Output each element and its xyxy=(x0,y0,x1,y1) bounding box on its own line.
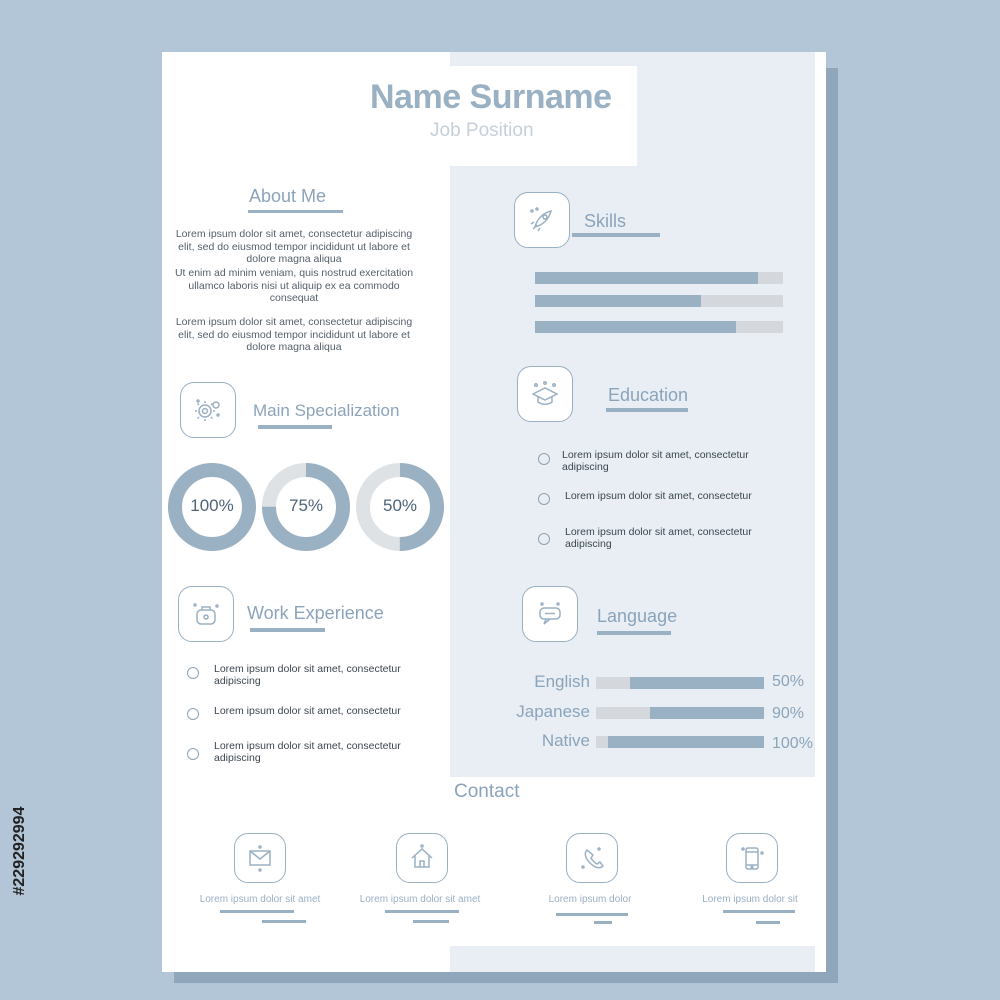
bottom-panel-strip xyxy=(450,946,815,972)
list-bullet xyxy=(187,708,199,720)
donut-chart xyxy=(355,462,445,552)
skill-bar xyxy=(535,321,783,333)
person-name: Name Surname xyxy=(370,78,612,116)
language-bar xyxy=(596,707,764,719)
list-item: Lorem ipsum dolor sit amet, consectetur xyxy=(565,490,752,502)
donut-label: 75% xyxy=(288,496,324,515)
skills-underline xyxy=(572,233,660,237)
language-bar-fill xyxy=(630,677,764,689)
language-label: Japanese xyxy=(516,702,590,721)
contact-text: Lorem ipsum dolor sit amet xyxy=(359,894,481,905)
language-bar-fill xyxy=(650,707,764,719)
contact-underline xyxy=(385,910,459,913)
contact-underline xyxy=(413,920,449,923)
contact-text: Lorem ipsum dolor sit amet xyxy=(199,894,321,905)
list-bullet xyxy=(538,493,550,505)
language-bar-fill xyxy=(608,736,764,748)
skill-bar xyxy=(535,272,783,284)
specialization-title: Main Specialization xyxy=(253,401,400,420)
graduation-cap-icon xyxy=(517,366,573,422)
contact-title: Contact xyxy=(454,781,520,802)
skill-bar-fill xyxy=(535,321,736,333)
donut-chart xyxy=(167,462,257,552)
list-bullet xyxy=(538,533,550,545)
list-item: Lorem ipsum dolor sit amet, consectetur adipiscing xyxy=(562,449,749,473)
about-underline xyxy=(248,210,343,213)
donut-label: 50% xyxy=(382,496,418,515)
list-item: Lorem ipsum dolor sit amet, consectetur xyxy=(214,705,401,717)
rocket-icon xyxy=(514,192,570,248)
list-bullet xyxy=(187,667,199,679)
skill-bar-fill xyxy=(535,272,758,284)
contact-underline xyxy=(220,910,294,913)
mobile-icon xyxy=(726,833,778,883)
language-bar xyxy=(596,736,764,748)
list-bullet xyxy=(187,748,199,760)
language-percent: 100% xyxy=(772,735,813,752)
briefcase-icon xyxy=(178,586,234,642)
list-bullet xyxy=(538,453,550,465)
language-percent: 90% xyxy=(772,705,805,722)
education-title: Education xyxy=(608,385,689,405)
speech-bubble-icon xyxy=(522,586,578,642)
about-paragraph: Lorem ipsum dolor sit amet, consectetur adipiscing elit, sed do eiusmod tempor incididunt ut labore et dolore magna aliqua xyxy=(175,228,413,265)
contact-text: Lorem ipsum dolor xyxy=(548,894,632,905)
language-label: Native xyxy=(541,731,590,750)
contact-underline xyxy=(756,921,780,924)
list-item: Lorem ipsum dolor sit amet, consectetur adipiscing xyxy=(214,740,401,764)
contact-text: Lorem ipsum dolor sit xyxy=(702,894,798,905)
list-item: Lorem ipsum dolor sit amet, consectetur adipiscing xyxy=(565,526,752,550)
work-title: Work Experience xyxy=(247,603,384,623)
education-underline xyxy=(606,408,688,412)
resume-page xyxy=(162,52,826,972)
stock-id-watermark xyxy=(4,756,34,956)
skills-title: Skills xyxy=(584,211,627,231)
contact-underline xyxy=(556,913,628,916)
skill-bar xyxy=(535,295,783,307)
language-percent: 50% xyxy=(772,673,805,690)
list-item: Lorem ipsum dolor sit amet, consectetur adipiscing xyxy=(214,663,401,687)
contact-underline xyxy=(594,921,612,924)
about-paragraph: Lorem ipsum dolor sit amet, consectetur adipiscing elit, sed do eiusmod tempor incididunt ut labore et dolore magna aliqua xyxy=(175,316,413,353)
donut-chart xyxy=(261,462,351,552)
about-title: About Me xyxy=(249,186,327,206)
home-icon xyxy=(396,833,448,883)
language-title: Language xyxy=(597,606,678,626)
gears-icon xyxy=(180,382,236,438)
specialization-underline xyxy=(258,425,332,429)
language-underline xyxy=(597,631,671,635)
contact-underline xyxy=(723,910,795,913)
language-bar xyxy=(596,677,764,689)
job-position: Job Position xyxy=(430,120,534,141)
stock-id-text: #229292994 xyxy=(11,806,28,896)
work-underline xyxy=(250,628,325,632)
envelope-icon xyxy=(234,833,286,883)
phone-icon xyxy=(566,833,618,883)
about-paragraph: Ut enim ad minim veniam, quis nostrud exercitation ullamco laboris nisi ut aliquip ex ea commodo consequat xyxy=(174,267,414,304)
skill-bar-fill xyxy=(535,295,701,307)
language-label: English xyxy=(534,672,590,691)
contact-underline xyxy=(262,920,306,923)
donut-label: 100% xyxy=(190,496,234,515)
